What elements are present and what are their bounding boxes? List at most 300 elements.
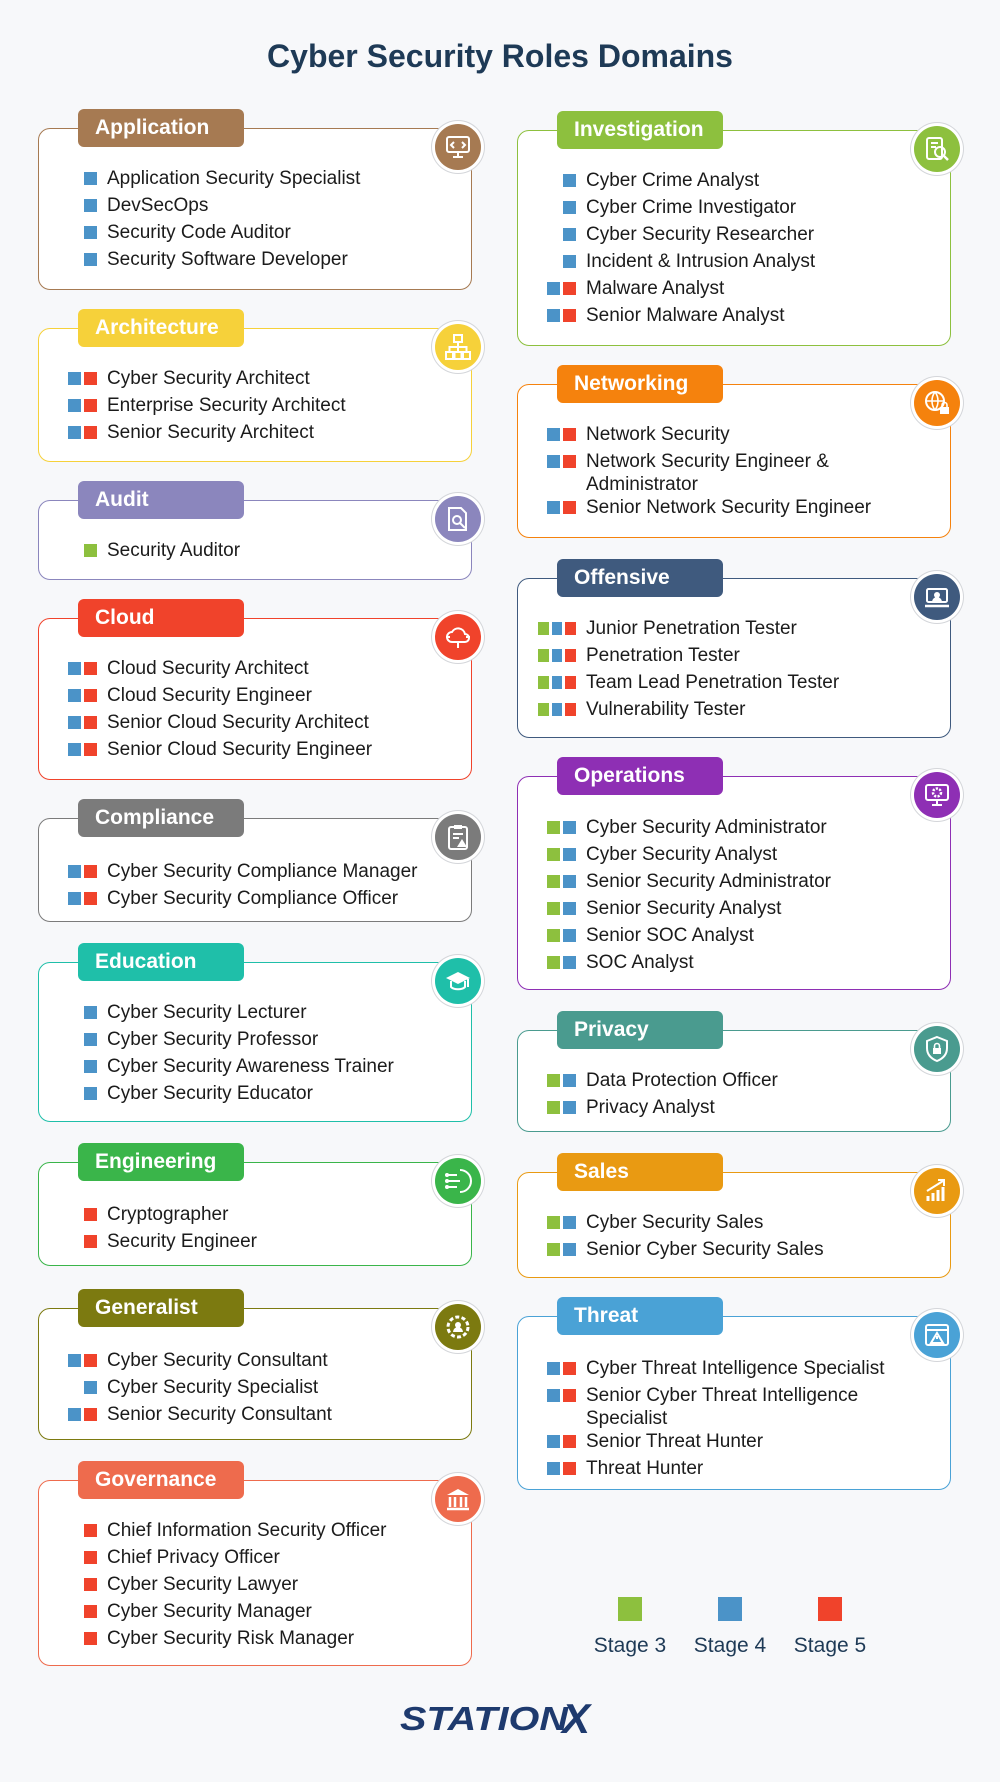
stage-4-marker (563, 875, 576, 888)
stage-markers (59, 860, 107, 878)
hacker-laptop-icon (914, 574, 960, 620)
stage-markers (538, 816, 586, 834)
role-item (538, 644, 938, 671)
role-label: Cloud Security Architect (107, 658, 309, 679)
stage-markers (59, 657, 107, 675)
role-label: Cyber Security Sales (586, 1212, 764, 1233)
stage-3-marker (547, 956, 560, 969)
domain-title: Operations (557, 757, 723, 795)
domain-card-privacy (517, 1018, 951, 1132)
stage-5-marker (84, 662, 97, 675)
stage-5-marker (84, 1632, 97, 1645)
role-item (59, 738, 459, 765)
role-item (538, 1211, 938, 1238)
stage-markers (59, 1203, 107, 1221)
stationx-logo (400, 1697, 600, 1739)
stage-4-marker (84, 1006, 97, 1019)
stage-5-marker (84, 689, 97, 702)
stage-4-marker (68, 399, 81, 412)
domain-card-architecture (38, 316, 472, 462)
role-label: Cyber Security Lecturer (107, 1002, 307, 1023)
role-item (59, 1203, 459, 1230)
role-list (59, 1001, 459, 1109)
stage-3-marker (547, 929, 560, 942)
role-item (538, 1238, 938, 1265)
role-label: Security Software Developer (107, 249, 348, 270)
role-item (59, 684, 459, 711)
gear-person-icon (435, 1304, 481, 1350)
stage-4-marker (547, 282, 560, 295)
role-label: Cyber Crime Investigator (586, 197, 797, 218)
stage-3-marker (538, 622, 549, 635)
role-item (538, 496, 938, 523)
role-item (538, 698, 938, 725)
role-label: Cyber Security Administrator (586, 817, 827, 838)
svg-text:STATION: STATION (400, 1700, 570, 1737)
stage-markers (59, 1600, 107, 1618)
domain-card-generalist (38, 1296, 472, 1440)
role-item (59, 248, 459, 275)
stage-4-swatch (718, 1597, 742, 1621)
role-item (59, 367, 459, 394)
legend-label: Stage 5 (793, 1634, 867, 1657)
domain-card-offensive (517, 566, 951, 738)
stage-4-marker (84, 1033, 97, 1046)
role-item (59, 539, 459, 566)
stage-5-marker (563, 1362, 576, 1375)
role-item (59, 421, 459, 448)
role-label: Cyber Security Professor (107, 1029, 319, 1050)
stage-4-marker (68, 892, 81, 905)
stage-5-marker (84, 1354, 97, 1367)
stage-5-marker (563, 501, 576, 514)
role-list (59, 167, 459, 275)
stage-markers (59, 1001, 107, 1019)
stage-markers (538, 1357, 586, 1375)
domain-card-engineering (38, 1150, 472, 1266)
role-item (59, 1627, 459, 1654)
role-label: DevSecOps (107, 195, 209, 216)
stage-markers (538, 450, 586, 468)
stage-4-marker (563, 228, 576, 241)
stage-4-marker (547, 455, 560, 468)
stage-markers (59, 711, 107, 729)
stage-markers (59, 1403, 107, 1421)
role-label: Cryptographer (107, 1204, 229, 1225)
stage-markers (538, 304, 586, 322)
legend-stage-5 (780, 1597, 880, 1658)
role-label: Malware Analyst (586, 278, 725, 299)
role-label: Security Code Auditor (107, 222, 291, 243)
stage-markers (538, 698, 586, 716)
role-label: Threat Hunter (586, 1458, 704, 1479)
legend-stage-3 (580, 1597, 680, 1658)
stage-5-marker (84, 1578, 97, 1591)
role-label: Penetration Tester (586, 645, 740, 666)
stage-markers (538, 169, 586, 187)
stage-markers (538, 951, 586, 969)
stage-markers (538, 223, 586, 241)
role-list (59, 1349, 459, 1430)
role-item (59, 1001, 459, 1028)
stage-4-marker (84, 1060, 97, 1073)
stage-4-marker (563, 929, 576, 942)
stage-3-marker (547, 848, 560, 861)
role-item (59, 221, 459, 248)
stage-4-marker (68, 372, 81, 385)
role-label: Senior Threat Hunter (586, 1431, 764, 1452)
role-item (538, 617, 938, 644)
stage-3-marker (547, 1243, 560, 1256)
fingerprint-magnifier-icon (914, 126, 960, 172)
domain-card-operations (517, 764, 951, 990)
role-item (538, 1357, 938, 1384)
stage-markers (59, 1082, 107, 1100)
role-item (538, 304, 938, 331)
browser-warning-icon (914, 1312, 960, 1358)
stage-4-marker (547, 1462, 560, 1475)
role-item (538, 1069, 938, 1096)
growth-chart-icon (914, 1168, 960, 1214)
stage-markers (59, 887, 107, 905)
stage-markers (59, 167, 107, 185)
stage-5-marker (563, 282, 576, 295)
role-item (538, 870, 938, 897)
stage-4-marker (68, 662, 81, 675)
domain-title: Engineering (78, 1143, 244, 1181)
stage-5-marker (563, 309, 576, 322)
role-item (538, 816, 938, 843)
role-item (538, 1096, 938, 1123)
stage-markers (59, 394, 107, 412)
role-label: SOC Analyst (586, 952, 694, 973)
role-item (59, 394, 459, 421)
role-item (59, 167, 459, 194)
stage-4-marker (563, 1074, 576, 1087)
stage-markers (538, 250, 586, 268)
hierarchy-icon (435, 324, 481, 370)
stage-markers (538, 1384, 586, 1402)
role-label: Senior Security Administrator (586, 871, 831, 892)
role-label: Cyber Security Consultant (107, 1350, 328, 1371)
role-item (59, 887, 459, 914)
role-label: Cyber Security Specialist (107, 1377, 319, 1398)
stage-5-marker (565, 703, 576, 716)
stage-4-marker (552, 676, 563, 689)
role-label: Senior Malware Analyst (586, 305, 785, 326)
monitor-code-icon (435, 124, 481, 170)
stage-markers (538, 423, 586, 441)
role-item (59, 1600, 459, 1627)
stage-markers (59, 194, 107, 212)
role-label: Senior Cloud Security Architect (107, 712, 369, 733)
role-list (59, 1519, 459, 1654)
stage-5-marker (565, 649, 576, 662)
role-item (538, 1430, 938, 1457)
role-item (538, 450, 938, 496)
stage-markers (59, 1028, 107, 1046)
role-list (538, 1211, 938, 1265)
role-label: Cloud Security Engineer (107, 685, 312, 706)
role-list (538, 1357, 938, 1484)
domain-title: Cloud (78, 599, 244, 637)
stage-4-marker (84, 253, 97, 266)
stage-3-marker (538, 676, 549, 689)
role-item (538, 423, 938, 450)
stage-markers (59, 248, 107, 266)
stage-4-marker (563, 848, 576, 861)
domain-title: Governance (78, 1461, 244, 1499)
role-list (59, 367, 459, 448)
role-list (59, 1203, 459, 1257)
stage-4-marker (68, 426, 81, 439)
role-label: Senior Security Architect (107, 422, 314, 443)
role-item (538, 951, 938, 978)
role-label: Cyber Security Lawyer (107, 1574, 299, 1595)
stage-3-marker (84, 544, 97, 557)
stage-3-marker (547, 1101, 560, 1114)
stage-5-marker (84, 1524, 97, 1537)
stage-4-marker (84, 1381, 97, 1394)
stage-4-marker (552, 649, 563, 662)
role-label: Senior Security Consultant (107, 1404, 332, 1425)
stage-4-marker (563, 174, 576, 187)
domain-card-threat (517, 1304, 951, 1490)
stage-5-marker (84, 426, 97, 439)
stage-5-marker (84, 716, 97, 729)
role-item (59, 1028, 459, 1055)
domain-title: Generalist (78, 1289, 244, 1327)
role-label: Cyber Security Analyst (586, 844, 778, 865)
stage-markers (59, 738, 107, 756)
role-label: Senior Security Analyst (586, 898, 782, 919)
stage-5-marker (565, 676, 576, 689)
stage-3-marker (547, 875, 560, 888)
stage-5-marker (563, 1462, 576, 1475)
stage-markers (538, 496, 586, 514)
stage-4-marker (68, 1408, 81, 1421)
role-label: Cyber Security Compliance Officer (107, 888, 399, 909)
stage-markers (59, 1055, 107, 1073)
role-label: Cyber Security Researcher (586, 224, 815, 245)
role-label: Senior Cyber Threat Intelligence Specialist (586, 1385, 859, 1429)
role-item (538, 1457, 938, 1484)
role-label: Cyber Security Risk Manager (107, 1628, 355, 1649)
stage-4-marker (547, 1362, 560, 1375)
stage-4-marker (68, 716, 81, 729)
stage-5-marker (84, 372, 97, 385)
page-title: Cyber Security Roles Domains (267, 38, 733, 74)
stage-4-marker (68, 1354, 81, 1367)
stage-5-marker (84, 1208, 97, 1221)
stage-4-marker (547, 1389, 560, 1402)
stage-5-marker (84, 1605, 97, 1618)
role-item (59, 1349, 459, 1376)
stage-5-marker (563, 455, 576, 468)
role-label: Cyber Security Educator (107, 1083, 313, 1104)
domain-card-investigation (517, 118, 951, 346)
stage-4-marker (563, 1101, 576, 1114)
domain-card-application (38, 116, 472, 290)
stage-legend (580, 1597, 900, 1677)
stage-5-swatch (818, 1597, 842, 1621)
stage-3-marker (547, 1074, 560, 1087)
role-item (59, 194, 459, 221)
stage-markers (59, 1230, 107, 1248)
stage-markers (59, 1573, 107, 1591)
role-label: Cyber Security Compliance Manager (107, 861, 418, 882)
domain-title: Application (78, 109, 244, 147)
stage-4-marker (547, 428, 560, 441)
role-item (538, 897, 938, 924)
globe-lock-icon (914, 380, 960, 426)
role-label: Enterprise Security Architect (107, 395, 346, 416)
stage-4-marker (563, 956, 576, 969)
role-label: Privacy Analyst (586, 1097, 715, 1118)
role-list (538, 816, 938, 978)
role-label: Security Engineer (107, 1231, 257, 1252)
stage-markers (59, 1627, 107, 1645)
role-label: Incident & Intrusion Analyst (586, 251, 816, 272)
stage-4-marker (563, 821, 576, 834)
stage-markers (59, 1349, 107, 1367)
stage-markers (538, 196, 586, 214)
domain-title: Audit (78, 481, 244, 519)
role-label: Cyber Threat Intelligence Specialist (586, 1358, 885, 1379)
role-label: Cyber Security Manager (107, 1601, 312, 1622)
role-list (538, 1069, 938, 1123)
role-item (59, 1403, 459, 1430)
role-item (538, 223, 938, 250)
stage-5-marker (84, 1408, 97, 1421)
graduation-cap-icon (435, 958, 481, 1004)
role-item (538, 196, 938, 223)
stage-5-marker (563, 428, 576, 441)
stage-markers (59, 1519, 107, 1537)
stage-4-marker (563, 255, 576, 268)
role-list (59, 860, 459, 914)
role-item (59, 860, 459, 887)
stage-markers (59, 221, 107, 239)
stage-4-marker (84, 199, 97, 212)
domain-title: Privacy (557, 1011, 723, 1049)
stage-3-marker (547, 1216, 560, 1229)
role-list (59, 539, 459, 566)
stage-4-marker (68, 689, 81, 702)
stage-markers (538, 843, 586, 861)
stage-markers (59, 1376, 107, 1394)
role-label: Junior Penetration Tester (586, 618, 797, 639)
stage-markers (59, 684, 107, 702)
role-item (59, 1519, 459, 1546)
domain-card-governance (38, 1468, 472, 1666)
stage-4-marker (547, 309, 560, 322)
role-item (59, 1376, 459, 1403)
role-label: Data Protection Officer (586, 1070, 778, 1091)
stage-5-marker (84, 865, 97, 878)
stage-markers (538, 644, 586, 662)
role-label: Chief Information Security Officer (107, 1520, 387, 1541)
role-item (538, 843, 938, 870)
domain-card-cloud (38, 606, 472, 780)
domain-card-compliance (38, 806, 472, 922)
circuit-head-icon (435, 1158, 481, 1204)
stage-markers (538, 897, 586, 915)
legend-label: Stage 4 (693, 1634, 767, 1657)
role-item (538, 277, 938, 304)
domain-title: Sales (557, 1153, 723, 1191)
stage-4-marker (84, 226, 97, 239)
role-label: Security Auditor (107, 540, 241, 561)
stage-4-marker (563, 1216, 576, 1229)
role-item (538, 671, 938, 698)
clipboard-warning-icon (435, 814, 481, 860)
role-item (59, 1546, 459, 1573)
stage-3-marker (547, 821, 560, 834)
role-label: Cyber Security Architect (107, 368, 310, 389)
role-label: Network Security Engineer & Administrator (586, 451, 829, 495)
svg-text:X: X (562, 1697, 591, 1739)
stage-3-marker (538, 649, 549, 662)
stage-4-marker (547, 1435, 560, 1448)
domain-title: Investigation (557, 111, 723, 149)
stage-4-marker (563, 1243, 576, 1256)
role-item (538, 250, 938, 277)
stage-3-marker (538, 703, 549, 716)
stage-3-swatch (618, 1597, 642, 1621)
monitor-gear-icon (914, 772, 960, 818)
stage-markers (538, 617, 586, 635)
stage-5-marker (84, 743, 97, 756)
role-label: Senior Network Security Engineer (586, 497, 872, 518)
stage-5-marker (563, 1435, 576, 1448)
stage-markers (538, 924, 586, 942)
role-list (538, 617, 938, 725)
role-label: Cyber Security Awareness Trainer (107, 1056, 394, 1077)
stage-markers (59, 539, 107, 557)
stage-5-marker (565, 622, 576, 635)
role-label: Chief Privacy Officer (107, 1547, 280, 1568)
role-item (59, 657, 459, 684)
legend-stage-4 (680, 1597, 780, 1658)
stage-4-marker (68, 743, 81, 756)
stage-markers (59, 1546, 107, 1564)
stage-4-marker (84, 172, 97, 185)
stage-3-marker (547, 902, 560, 915)
domain-title: Architecture (78, 309, 244, 347)
stage-markers (538, 1096, 586, 1114)
role-label: Cyber Crime Analyst (586, 170, 760, 191)
role-item (538, 924, 938, 951)
stage-markers (538, 1457, 586, 1475)
stage-markers (538, 870, 586, 888)
role-item (59, 1230, 459, 1257)
stage-markers (538, 1211, 586, 1229)
role-label: Application Security Specialist (107, 168, 361, 189)
legend-label: Stage 3 (593, 1634, 667, 1657)
domain-title: Offensive (557, 559, 723, 597)
stage-markers (538, 671, 586, 689)
cloud-network-icon (435, 614, 481, 660)
stage-5-marker (563, 1389, 576, 1402)
role-item (59, 1082, 459, 1109)
stage-markers (59, 421, 107, 439)
stage-5-marker (84, 1235, 97, 1248)
role-item (59, 1573, 459, 1600)
role-item (538, 169, 938, 196)
stage-markers (538, 1238, 586, 1256)
role-label: Team Lead Penetration Tester (586, 672, 840, 693)
